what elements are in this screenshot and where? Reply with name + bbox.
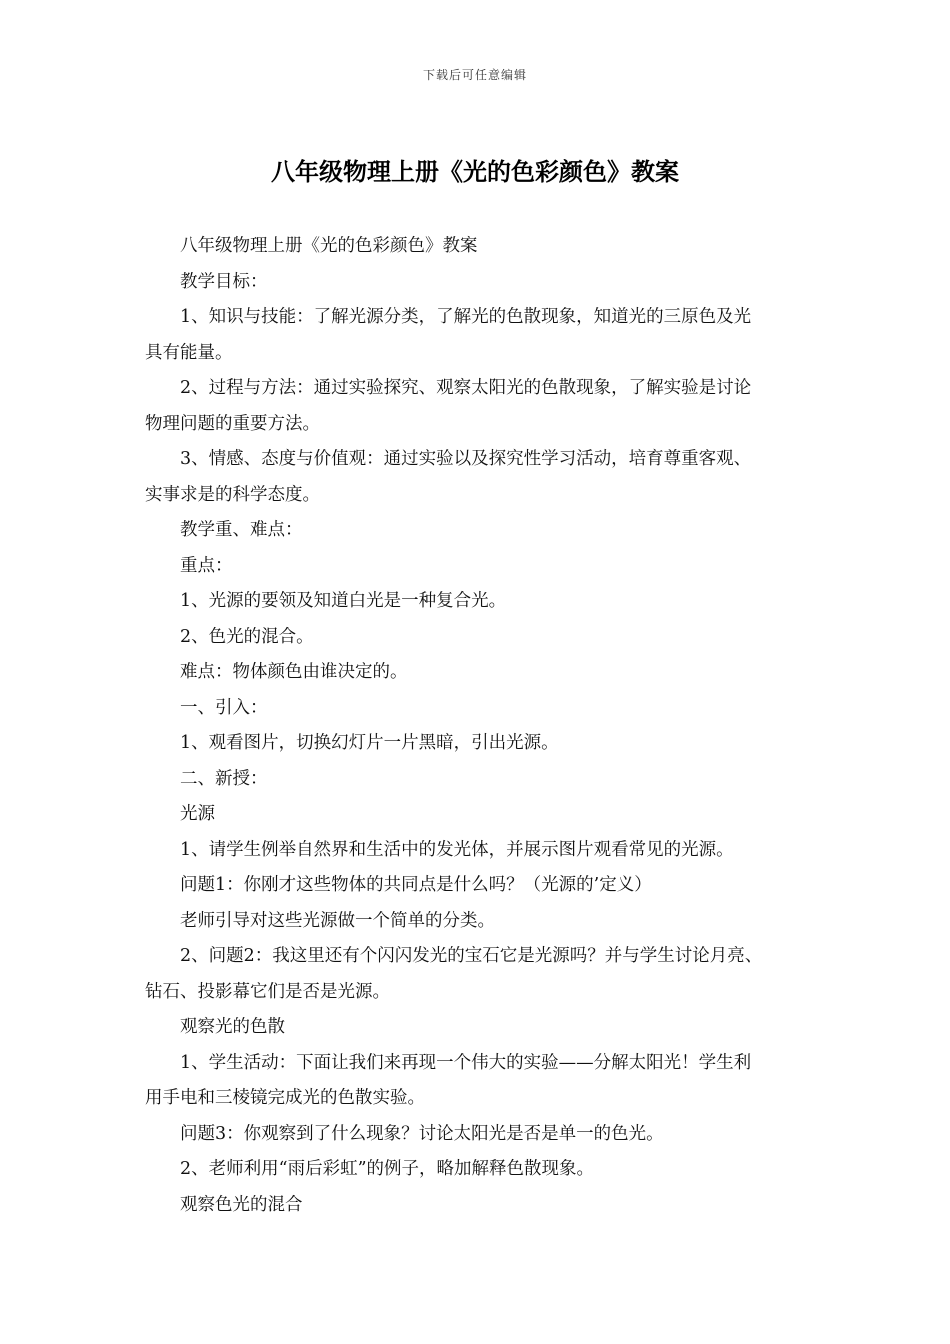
- paragraph-line: 2、过程与方法：通过实验探究、观察太阳光的色散现象，了解实验是讨论: [180, 378, 752, 398]
- paragraph-line: 重点：: [180, 555, 233, 576]
- paragraph: [145, 584, 825, 620]
- paragraph: [145, 265, 825, 301]
- paragraph-line: 2、老师利用“雨后彩虹”的例子，略加解释色散现象。: [180, 1159, 595, 1179]
- paragraph-line: 八年级物理上册《光的色彩颜色》教案: [180, 236, 478, 256]
- paragraph-line: 1、光源的要领及知道白光是一种复合光。: [180, 591, 507, 611]
- paragraph-line: 1、请学生例举自然界和生活中的发光体，并展示图片观看常见的光源。: [180, 839, 734, 860]
- paragraph: [145, 371, 825, 442]
- paragraph-line: 2、问题2：我这里还有个闪闪发光的宝石它是光源吗？并与学生讨论月亮、: [180, 946, 763, 966]
- document-title: 八年级物理上册《光的色彩颜色》教案: [271, 157, 679, 186]
- paragraph-line: 二、新授：: [180, 768, 268, 789]
- paragraph-line: 观察色光的混合: [180, 1194, 303, 1215]
- header-note: 下载后可任意编辑: [422, 68, 527, 82]
- paragraph: [145, 868, 825, 904]
- paragraph: [145, 513, 825, 549]
- paragraph: [145, 1152, 825, 1188]
- paragraph-line: 钻石、投影幕它们是否是光源。: [145, 981, 390, 1002]
- paragraph-line: 1、知识与技能：了解光源分类，了解光的色散现象，知道光的三原色及光: [180, 307, 752, 327]
- paragraph: [145, 300, 825, 371]
- paragraph-line: 难点：物体颜色由谁决定的。: [180, 662, 408, 682]
- paragraph: [145, 904, 825, 940]
- paragraph-line: 1、观看图片，切换幻灯片一片黑暗，引出光源。: [180, 733, 559, 753]
- paragraph: [145, 691, 825, 727]
- paragraph-line: 物理问题的重要方法。: [145, 413, 320, 434]
- paragraph: [145, 442, 825, 513]
- paragraph: [145, 939, 825, 1010]
- paragraph: [145, 655, 825, 691]
- paragraph: [145, 549, 825, 585]
- paragraph: [145, 797, 825, 833]
- paragraph-line: 问题3：你观察到了什么现象？讨论太阳光是否是单一的色光。: [180, 1123, 664, 1144]
- paragraph-line: 教学重、难点：: [180, 520, 303, 540]
- paragraph: [145, 620, 825, 656]
- paragraph-line: 一、引入：: [180, 697, 268, 718]
- paragraph-line: 观察光的色散: [180, 1017, 285, 1037]
- paragraph: [145, 762, 825, 798]
- document-body: [145, 229, 825, 1223]
- paragraph: [145, 1046, 825, 1117]
- paragraph-line: 光源: [180, 804, 215, 824]
- paragraph-line: 具有能量。: [145, 342, 233, 363]
- paragraph-line: 用手电和三棱镜完成光的色散实验。: [145, 1088, 425, 1108]
- paragraph: [145, 1010, 825, 1046]
- paragraph-line: 1、学生活动：下面让我们来再现一个伟大的实验——分解太阳光！学生利: [180, 1052, 752, 1073]
- paragraph: [145, 229, 825, 265]
- paragraph-line: 2、色光的混合。: [180, 626, 314, 647]
- paragraph-line: 老师引导对这些光源做一个简单的分类。: [180, 910, 495, 931]
- paragraph-line: 问题1：你刚才这些物体的共同点是什么吗？（光源的’定义）: [180, 875, 652, 895]
- paragraph-line: 3、情感、态度与价值观：通过实验以及探究性学习活动，培育尊重客观、: [180, 449, 752, 469]
- paragraph: [145, 1188, 825, 1224]
- paragraph-line: 实事求是的科学态度。: [145, 484, 320, 505]
- paragraph: [145, 1117, 825, 1153]
- paragraph: [145, 726, 825, 762]
- paragraph: [145, 833, 825, 869]
- paragraph-line: 教学目标：: [180, 271, 268, 292]
